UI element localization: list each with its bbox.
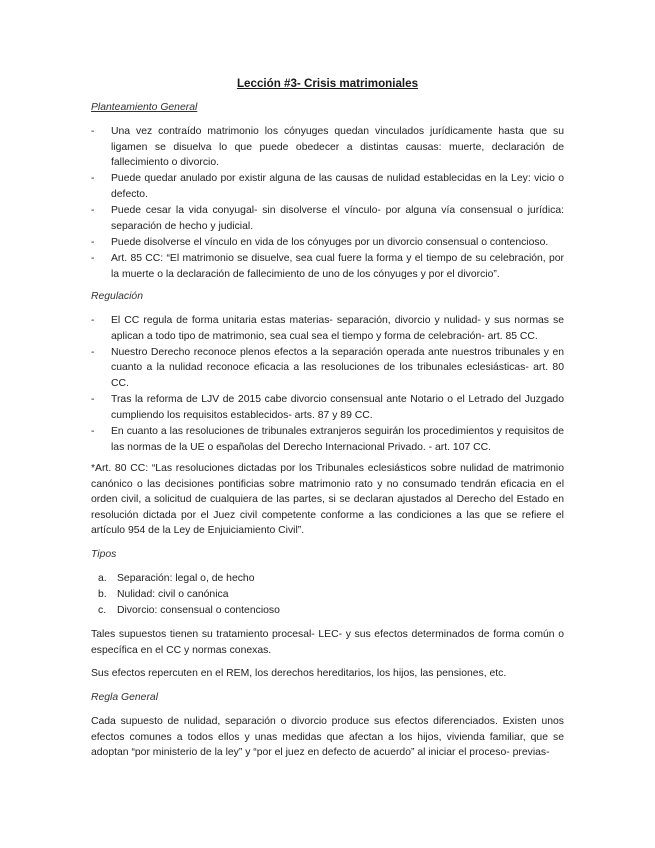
list-item: - Una vez contraído matrimonio los cónyuges quedan vinculados jurídicamente hasta que su ligamen se disuelva lo que puede obedecer a distintas causas: muerte, declaración de fallecimiento o divorcio. (91, 124, 564, 171)
list-marker: c. (98, 604, 107, 616)
article-80-note: *Art. 80 CC: “Las resoluciones dictadas por los Tribunales eclesiásticos sobre nulidad de matrimonio canónico o las decisiones pontificias sobre matrimonio rato y no consumado tendrán eficacia en el orden civil, a solicitud de cualquiera de las partes, si se declaran ajustados al Derecho del Estado en resolución dictada por el Juez civil competente conforme a las condiciones a las que se refiere el artículo 954 de la Ley de Enjuiciamiento Civil”. (91, 463, 564, 537)
planteamiento-list (91, 124, 564, 283)
list-item-text: Separación: legal o, de hecho (117, 573, 255, 584)
list-item-text: Divorcio: consensual o contencioso (117, 604, 280, 616)
list-item: - Nuestro Derecho reconoce plenos efectos a la separación operada ante nuestros tribunales y en cuanto a la nulidad reconoce eficacia a las resoluciones de los tribunales eclesiásticas- art. 80 CC. (91, 345, 564, 392)
section-heading-regulacion: Regulación (91, 291, 143, 302)
section-heading-regla: Regla General (91, 692, 159, 703)
page-title: Lección #3- Crisis matrimoniales (236, 77, 419, 90)
list-marker: a. (98, 573, 107, 584)
list-item: - Puede cesar la vida conyugal- sin disolverse el vínculo- por alguna vía consensual o jurídica: separación de hecho y judicial. (91, 203, 564, 234)
list-item: - Art. 85 CC: “El matrimonio se disuelve, sea cual fuere la forma y el tiempo de su celebración, por la muerte o la declaración de fallecimiento de uno de los cónyuges y por el divorcio”. (91, 251, 564, 282)
efectos-paragraph: Sus efectos repercuten en el REM, los derechos hereditarios, los hijos, las pensiones, etc. (91, 668, 507, 679)
list-item (98, 587, 280, 603)
list-item-text: Nulidad: civil o canónica (117, 588, 229, 600)
list-item (98, 603, 280, 619)
list-item: - En cuanto a las resoluciones de tribunales extranjeros seguirán los procedimientos y requisitos de las normas de la UE o españolas del Derecho Internacional Privado. - art. 107 CC. (91, 424, 564, 455)
list-item (98, 571, 280, 587)
tipos-list (98, 571, 280, 618)
list-item: - Puede disolverse el vínculo en vida de los cónyuges por un divorcio consensual o contencioso. (91, 235, 564, 251)
list-item: - Puede quedar anulado por existir alguna de las causas de nulidad establecidas en la Ley: vicio o defecto. (91, 171, 564, 202)
regulacion-list (91, 313, 564, 456)
tratamiento-paragraph: Tales supuestos tienen su tratamiento procesal- LEC- y sus efectos determinados de forma común o específica en el CC y normas conexas. (91, 629, 564, 656)
list-item: - El CC regula de forma unitaria estas materias- separación, divorcio y nulidad- y sus normas se aplican a todo tipo de matrimonio, sea cual sea el tiempo y forma de celebración- art. 85 CC. (91, 313, 564, 344)
list-item: - Tras la reforma de LJV de 2015 cabe divorcio consensual ante Notario o el Letrado del Juzgado cumpliendo los requisitos establecidos- arts. 87 y 89 CC. (91, 392, 564, 423)
section-heading-planteamiento: Planteamiento General (91, 102, 198, 113)
regla-paragraph: Cada supuesto de nulidad, separación o divorcio produce sus efectos diferenciados. Existen unos efectos comunes a todos ellos y unas medidas que afectan a los hijos, vivienda familiar, que se adoptan “por ministerio de la ley” y “por el juez en defecto de acuerdo” al iniciar el proceso- previas- (91, 716, 564, 759)
list-marker: b. (98, 588, 107, 600)
section-heading-tipos: Tipos (91, 549, 117, 560)
